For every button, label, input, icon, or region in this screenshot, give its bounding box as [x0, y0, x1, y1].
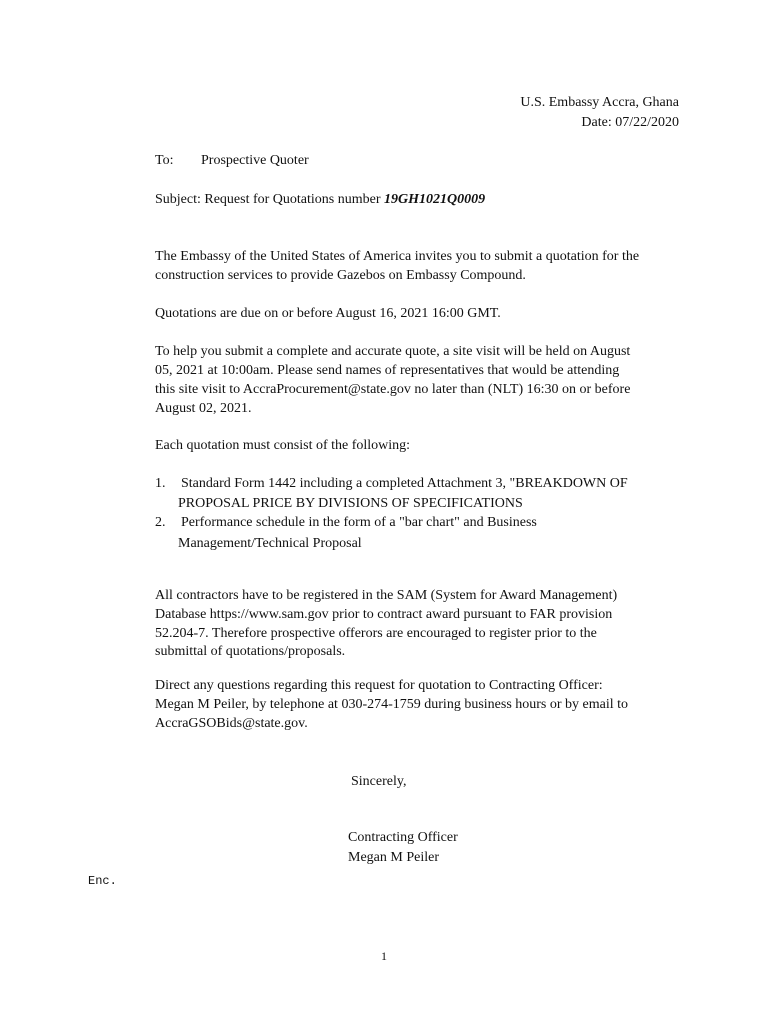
list-item-2-number: 2. [155, 515, 166, 530]
signatory-name: Megan M Peiler [348, 850, 439, 865]
closing-salutation: Sincerely, [351, 774, 407, 789]
contact-line-2: Megan M Peiler, by telephone at 030-274-1759 during business hours or by email to [155, 697, 629, 712]
rfq-number: 19GH1021Q0009 [384, 192, 486, 207]
registration-line-2: Database https://www.sam.gov prior to contract award pursuant to FAR provision [155, 607, 613, 622]
registration-line-1: All contractors have to be registered in the SAM (System for Award Management) [155, 588, 618, 603]
list-item-1-line-2: PROPOSAL PRICE BY DIVISIONS OF SPECIFICATIONS [178, 496, 523, 511]
consist-paragraph: Each quotation must consist of the following: [155, 438, 411, 453]
embassy-location: U.S. Embassy Accra, Ghana [520, 95, 679, 110]
letter-date: Date: 07/22/2020 [581, 115, 679, 130]
list-item-1-number: 1. [155, 476, 166, 491]
enclosure-note: Enc. [88, 874, 117, 888]
site-visit-line-4: August 02, 2021. [155, 401, 252, 416]
recipient-value: Prospective Quoter [201, 153, 309, 168]
contact-line-1: Direct any questions regarding this request for quotation to Contracting Officer: [155, 678, 603, 693]
due-date-paragraph: Quotations are due on or before August 16, 2021 16:00 GMT. [155, 306, 501, 321]
subject-line [155, 190, 485, 209]
intro-line-1: The Embassy of the United States of America invites you to submit a quotation for the [155, 249, 640, 264]
subject-prefix: Subject: Request for Quotations number [155, 192, 381, 207]
registration-line-4: submittal of quotations/proposals. [155, 644, 346, 659]
site-visit-line-3: this site visit to AccraProcurement@state.gov no later than (NLT) 16:30 on or before [155, 382, 631, 397]
site-visit-line-2: 05, 2021 at 10:00am. Please send names of representatives that would be attending [155, 363, 620, 378]
list-item-2-line-2: Management/Technical Proposal [178, 536, 362, 551]
registration-line-3: 52.204-7. Therefore prospective offerors are encouraged to register prior to the [155, 626, 597, 641]
page-number: 1 [381, 949, 387, 963]
contact-line-3: AccraGSOBids@state.gov. [155, 716, 308, 731]
site-visit-line-1: To help you submit a complete and accurate quote, a site visit will be held on August [155, 344, 631, 359]
list-item-2-line-1: Performance schedule in the form of a "bar chart" and Business [181, 515, 537, 530]
recipient-label: To: [155, 153, 174, 168]
signatory-title: Contracting Officer [348, 830, 458, 845]
intro-line-2: construction services to provide Gazebos on Embassy Compound. [155, 268, 526, 283]
list-item-1-line-1: Standard Form 1442 including a completed Attachment 3, "BREAKDOWN OF [181, 476, 628, 491]
